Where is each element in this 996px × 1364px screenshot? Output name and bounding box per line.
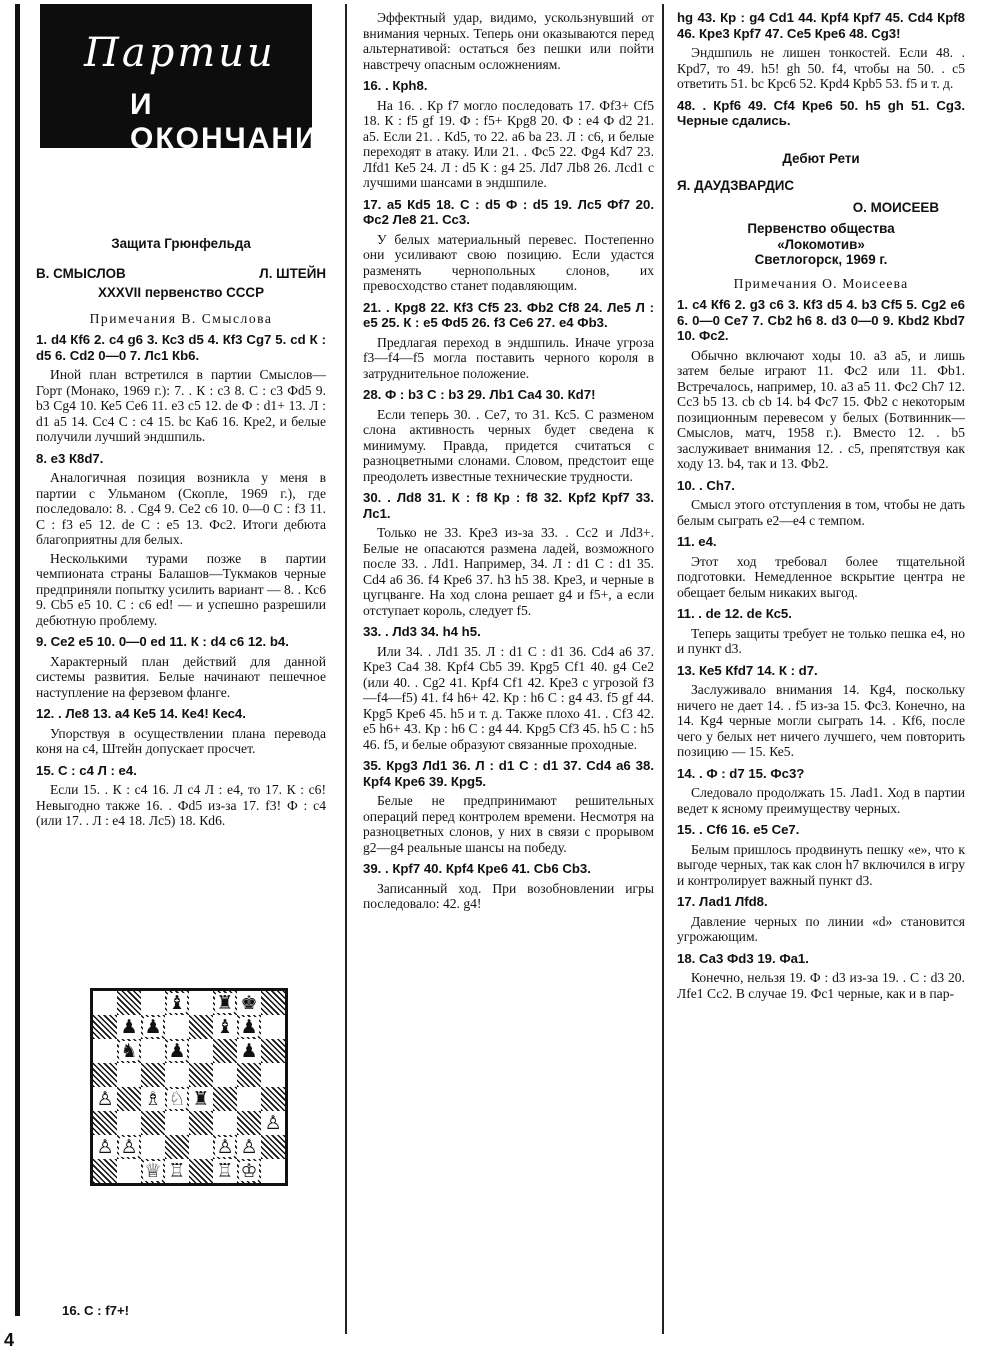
board-square xyxy=(237,1063,261,1087)
board-square xyxy=(93,1135,117,1159)
move-line: 39. . Крf7 40. Крf4 Кре6 41. Сb6 Сb3. xyxy=(363,861,591,876)
board-square xyxy=(93,1159,117,1183)
board-square xyxy=(237,1015,261,1039)
commentary: Аналогичная позиция возникла у меня в партии с Ульманом (Скопле, 1969 г.), где последовало: 8. . Сg4 9. Се2 с6 10. 0—0 С : f3 11. С : f3 е5 12. de С : е5 13. Фс2. Итоги дебюта благоприятны для белых. xyxy=(36,470,326,547)
board-square xyxy=(189,1159,213,1183)
board-square xyxy=(141,1087,165,1111)
black-rook-icon: ♜ xyxy=(192,1088,210,1110)
commentary: Если 15. . К : с4 16. Л с4 Л : е4, то 17. К : с6! Невыгодно также 16. . Фd5 из-за 17. f3! Ф : с4 (или 17. . Л : е4 18. Лс5) 18. Кd6. xyxy=(36,782,326,828)
white-player: В. СМЫСЛОВ xyxy=(36,265,126,281)
board-square xyxy=(117,1111,141,1135)
commentary: Предлагая переход в эндшпиль. Иначе угроза f3—f4—f5 могла поставить черного короля в затруднительное положение. xyxy=(363,334,654,381)
move-line: 17. а5 Кd5 18. С : d5 Ф : d5 19. Лс5 Фf7 20. Фс2 Ле8 21. Сс3. xyxy=(363,196,654,227)
commentary: Записанный ход. При возобновлении игры последовало: 42. g4! xyxy=(363,880,654,911)
commentary: Обычно включают ходы 10. а3 а5, и лишь затем белые играют 11. Фс2 или 11. Фb1. Встречалось, например, 10. а3 а5 11. Фс2 Сh7 12. Сс3 b5 13. сb сb 14. b4 Фс7 15. Фb2 с некоторым позиционным перевесом у белых (Ботвинник—Смыслов, матч, 1958 г.). Вместо 12. . b5 заслуживает внимания 12. . с5, препятствуя как ходу 13. b4, так и 13. Фb2. xyxy=(677,347,965,471)
commentary: Упорствуя в осуществлении плана перевода коня на с4, Штейн допускает просчет. xyxy=(36,725,326,756)
move-line: 30. . Лd8 31. К : f8 Кр : f8 32. Крf2 Крf7 33. Лс1. xyxy=(363,490,654,521)
board-square xyxy=(165,1063,189,1087)
board-square xyxy=(165,1159,189,1183)
board-square xyxy=(189,991,213,1015)
board-square xyxy=(261,1111,285,1135)
move-line: 16. . Крh8. xyxy=(363,78,428,93)
move-line: 11. е4. xyxy=(677,534,717,549)
commentary: Белым пришлось продвинуть пешку «е», что к выгоде черных, так как слон h7 включился в игру и контролирует важный пункт d3. xyxy=(677,841,965,888)
white-rook-icon: ♖ xyxy=(168,1160,186,1182)
commentary: Иной план встретился в партии Смыслов—Горт (Монако, 1969 г.): 7. . К : с3 8. С : с3 Фd5 9. b3 Сg4 10. Ке5 Се6 11. е3 с5 12. de Ф : d1+ 13. Л : d1 а5 14. Сс4 С : с4 15. bc Ка6 16. Кре2, и белые получили лучший эндшпиль. xyxy=(36,367,326,444)
board-square xyxy=(213,991,237,1015)
black-pawn-icon: ♟ xyxy=(240,1016,258,1038)
players-line xyxy=(36,266,326,282)
white-pawn-icon: ♙ xyxy=(96,1088,114,1110)
board-square xyxy=(93,1039,117,1063)
page-number: 4 xyxy=(4,1330,15,1350)
board-square xyxy=(213,1015,237,1039)
white-rook-icon: ♖ xyxy=(216,1160,234,1182)
move-line: 13. Ке5 Кfd7 14. К : d7. xyxy=(677,662,818,678)
board-square xyxy=(93,1111,117,1135)
move-line: 9. Се2 е5 10. 0—0 еd 11. К : d4 с6 12. b4. xyxy=(36,634,289,649)
commentary: Теперь защиты требует не только пешка е4, но и пункт d3. xyxy=(677,625,965,656)
move-line: 21. . Крg8 22. Кf3 Сf5 23. Фb2 Сf8 24. Ле5 Л : е5 25. К : е5 Фd5 26. f3 Се6 27. е4 Фb3. xyxy=(363,299,654,330)
commentary: Давление черных по линии «d» становится угрожающим. xyxy=(677,913,965,944)
game-text-end xyxy=(677,10,965,129)
board-square xyxy=(141,1063,165,1087)
board-square xyxy=(213,1087,237,1111)
commentary: На 16. . Кр f7 могло последовать 17. Фf3+ Сf5 18. К : f5 gf 19. Ф : f5+ Крg8 20. Ф : е4 Ф d2 21. а5. Если 21. . Кd5, то 22. а6 bа 23. Л : с6, и белые переходят в атаку. Или 21. . Фс5 22. Фg4 Кd7 23. Лfd1 Ке5 24. Л : d5 К : g4 25. Лd7 Лb8 26. Лсd1 с лучшими шансами в эндшпиле. xyxy=(363,97,654,190)
board-square xyxy=(165,1111,189,1135)
game-text xyxy=(677,297,965,1001)
white-pawn-icon: ♙ xyxy=(96,1136,114,1158)
white-queen-icon: ♕ xyxy=(144,1160,162,1182)
commentary: Несколькими турами позже в партии чемпионата страны Балашов—Тукмаков черные предприняли попытку усилить вариант — 8. . Кс6 9. Сb5 е5 10. С : с6 еd! — и успешно разрешили дебютную проблему. xyxy=(36,550,326,628)
move-line: 14. . Ф : d7 15. Фс3? xyxy=(677,765,805,781)
move-line: 8. е3 К8d7. xyxy=(36,450,104,466)
commentary: Только не 33. Кре3 из-за 33. . Сс2 и Лd3+. Белые не опасаются размена ладей, возможного после 33. . Лd1. Например, 34. Л : d1 С : d1 35. Сd4 а6 36. f4 Кре6 37. h3 h5 38. Кре3, и черные в цугцванге. На ход слона решает g4 и f5+, а если отступает король, следует f5. xyxy=(363,525,654,618)
board-square xyxy=(213,1039,237,1063)
board-square xyxy=(117,1039,141,1063)
event-line-1: Первенство общества xyxy=(747,221,895,236)
board-square xyxy=(237,1039,261,1063)
opening-title: Дебют Рети xyxy=(782,150,860,166)
board-square xyxy=(237,1111,261,1135)
black-player: Л. ШТЕЙН xyxy=(259,265,326,281)
game-text xyxy=(363,10,654,912)
board-square xyxy=(117,1063,141,1087)
commentary: Эндшпиль не лишен тонкостей. Если 48. . Крd7, то 49. h5! gh 50. f4, чтобы на 50. . с5 ответить 51. bс Крс6 52. Крd4 Крb5 53. f5 и т. д. xyxy=(677,45,965,91)
annotator-line: Примечания О. Моисеева xyxy=(733,275,909,291)
board-square xyxy=(117,1087,141,1111)
board-square xyxy=(165,991,189,1015)
move-line: 10. . Сh7. xyxy=(677,477,735,493)
board-square xyxy=(261,1063,285,1087)
board-square xyxy=(141,1015,165,1039)
board-square xyxy=(117,1135,141,1159)
board-square xyxy=(141,1039,165,1063)
commentary: Характерный план действий для данной системы развития. Белые начинают пешечное наступление на ферзевом фланге. xyxy=(36,653,326,700)
move-line: 1. с4 Кf6 2. g3 с6 3. Кf3 d5 4. b3 Сf5 5. Сg2 е6 6. 0—0 Се7 7. Сb2 h6 8. d3 0—0 9. Кbd2 Кbd7 10. Фс2. xyxy=(677,297,965,343)
white-pawn-icon: ♙ xyxy=(120,1136,138,1158)
move-line: 18. Са3 Фd3 19. Фа1. xyxy=(677,950,809,966)
board-square xyxy=(213,1111,237,1135)
banner-title-script: Партии xyxy=(84,30,276,76)
move-line: hg 43. Кр : g4 Сd1 44. Крf4 Крf7 45. Сd4 Крf8 46. Кре3 Крf7 47. Се5 Кре6 48. Сg3! xyxy=(677,10,965,41)
board-square xyxy=(261,1135,285,1159)
white-pawn-icon: ♙ xyxy=(240,1136,258,1158)
board-square xyxy=(117,1015,141,1039)
white-king-icon: ♔ xyxy=(240,1160,258,1182)
board-square xyxy=(93,1015,117,1039)
commentary: Белые не предпринимают решительных операций перед контролем времени. Несмотря на разноцветных слонов, у них в связи с прорывом g2—g4 реальные шансы на победу. xyxy=(363,793,654,855)
move-line: 48. . Крf6 49. Сf4 Кре6 50. h5 gh 51. Сg3. Черные сдались. xyxy=(677,97,965,128)
board-square xyxy=(261,1039,285,1063)
column-1 xyxy=(36,4,326,832)
left-margin-bar xyxy=(15,4,20,1316)
column-divider xyxy=(345,4,347,1334)
move-line: 28. Ф : b3 С : b3 29. Лb1 Са4 30. Кd7! xyxy=(363,387,596,402)
board-square xyxy=(237,1087,261,1111)
key-move: 16. С : f7+! xyxy=(62,1303,130,1318)
board-square xyxy=(237,991,261,1015)
event-line-2: «Локомотив» xyxy=(777,236,865,252)
event-line-3: Светлогорск, 1969 г. xyxy=(754,252,888,267)
opening-title: Защита Грюнфельда xyxy=(111,236,251,251)
board-square xyxy=(165,1087,189,1111)
column-2 xyxy=(363,10,654,915)
board-square xyxy=(165,1015,189,1039)
board-square xyxy=(141,1135,165,1159)
board-square xyxy=(189,1039,213,1063)
commentary: Конечно, нельзя 19. Ф : d3 из-за 19. . С : d3 20. Лfе1 Сс2. В случае 19. Фс1 черные, как и в пар- xyxy=(677,970,965,1001)
board-square xyxy=(213,1063,237,1087)
move-line: 15. С : с4 Л : е4. xyxy=(36,762,137,778)
move-line: 12. . Ле8 13. а4 Ке5 14. Ке4! Кес4. xyxy=(36,706,246,721)
annotator-line: Примечания В. Смыслова xyxy=(89,310,273,326)
black-pawn-icon: ♟ xyxy=(144,1016,162,1038)
black-rook-icon: ♜ xyxy=(216,992,234,1014)
banner-title: И ОКОНЧАНИЯ xyxy=(130,88,343,155)
board-square xyxy=(165,1039,189,1063)
chess-diagram xyxy=(90,988,288,1186)
board-square xyxy=(213,1159,237,1183)
board-square xyxy=(93,991,117,1015)
board-square xyxy=(189,1063,213,1087)
board-square xyxy=(213,1135,237,1159)
black-pawn-icon: ♟ xyxy=(240,1040,258,1062)
black-pawn-icon: ♟ xyxy=(120,1016,138,1038)
board-square xyxy=(189,1015,213,1039)
move-line: 17. Лаd1 Лfd8. xyxy=(677,894,768,909)
board-square xyxy=(117,991,141,1015)
board-square xyxy=(237,1159,261,1183)
commentary: Этот ход требовал более тщательной подготовки. Немедленное вскрытие центра не обещает белым никаких выгод. xyxy=(677,553,965,600)
board-square xyxy=(141,1159,165,1183)
board-square xyxy=(237,1135,261,1159)
board-square xyxy=(261,1015,285,1039)
move-line: 11. . de 12. de Кс5. xyxy=(677,606,792,621)
black-king-icon: ♚ xyxy=(240,992,258,1014)
white-knight-icon: ♘ xyxy=(168,1088,186,1110)
board-square xyxy=(261,991,285,1015)
move-line: 15. . Сf6 16. е5 Се7. xyxy=(677,822,800,837)
board-square xyxy=(261,1159,285,1183)
black-player: О. МОИСЕЕВ xyxy=(852,199,939,215)
black-knight-icon: ♞ xyxy=(120,1040,138,1062)
board-square xyxy=(165,1135,189,1159)
commentary: Смысл этого отступления в том, чтобы не дать белым сыграть е2—е4 с темпом. xyxy=(677,497,965,528)
move-line: 1. d4 Кf6 2. с4 g6 3. Кс3 d5 4. Кf3 Сg7 5. cd К : d5 6. Сd2 0—0 7. Лс1 Кb6. xyxy=(36,332,326,363)
commentary: Эффектный удар, видимо, ускользнувший от внимания черных. Теперь они оказываются перед альтернативой: остаться без пешки или пойти навстречу опасным осложнениям. xyxy=(363,10,654,72)
commentary: Если теперь 30. . Се7, то 31. Кс5. С разменом слона активность черных будет сведена к минимуму. Правда, придется считаться с разноцветными слонами. Словом, предстоит еще преодолеть известные технические трудности. xyxy=(363,406,654,484)
column-divider xyxy=(662,4,664,1334)
board-square xyxy=(117,1159,141,1183)
move-line: 33. . Лd3 34. h4 h5. xyxy=(363,624,481,639)
white-bishop-icon: ♗ xyxy=(144,1088,162,1110)
commentary: У белых материальный перевес. Постепенно они усиливают свою позицию. Если удастся разменять чернопольных слонов, их превосходство станет подавляющим. xyxy=(363,231,654,293)
board-square xyxy=(189,1111,213,1135)
black-bishop-icon: ♝ xyxy=(216,1016,234,1038)
board-square xyxy=(141,1111,165,1135)
commentary: Следовало продолжать 15. Лаd1. Ход в партии ведет к ясному преимуществу черных. xyxy=(677,785,965,816)
board-square xyxy=(261,1087,285,1111)
event-title: XXXVII первенство СССР xyxy=(97,285,265,300)
commentary: Заслуживало внимания 14. Кg4, поскольку ничего не дает 14. . f5 из-за 15. Фс3. Конечно, на 14. Кg4 черные могли сыграть 14. . Кf6, после чего у белых нет ничего лучшего, чем повторить позицию — 15. Ке5. xyxy=(677,682,965,759)
white-pawn-icon: ♙ xyxy=(264,1112,282,1134)
black-pawn-icon: ♟ xyxy=(168,1040,186,1062)
white-pawn-icon: ♙ xyxy=(216,1136,234,1158)
move-line: 35. Крg3 Лd1 36. Л : d1 С : d1 37. Сd4 а6 38. Крf4 Кре6 39. Крg5. xyxy=(363,758,654,789)
board-square xyxy=(93,1087,117,1111)
board-square xyxy=(93,1063,117,1087)
game-text xyxy=(36,332,326,829)
column-3 xyxy=(677,4,965,1004)
board-square xyxy=(189,1087,213,1111)
board-square xyxy=(189,1135,213,1159)
white-player: Я. ДАУДЗВАРДИС xyxy=(677,178,795,193)
board-square xyxy=(141,991,165,1015)
commentary: Или 34. . Лd1 35. Л : d1 С : d1 36. Сd4 а6 37. Кре3 Са4 38. Крf4 Сb5 39. Крg5 Сf1 40. g4 Се2 (или 40. . Сg2 41. Крf4 Сf1 42. Кре3 с угрозой f3—f4—f5) 41. f4 h6+ 42. Кр : h6 С : g4 43. f5 gf 44. Крg5 Кре6 45. h5 и т. д. Также плохо 41. . Сf3 42. е5 h6+ 43. Кр : h6 С : g4 44. Крg5 Сf3 45. h5 С : h5 46. f5, и белые образуют связанные проходные. xyxy=(363,643,654,752)
black-bishop-icon: ♝ xyxy=(168,992,186,1014)
